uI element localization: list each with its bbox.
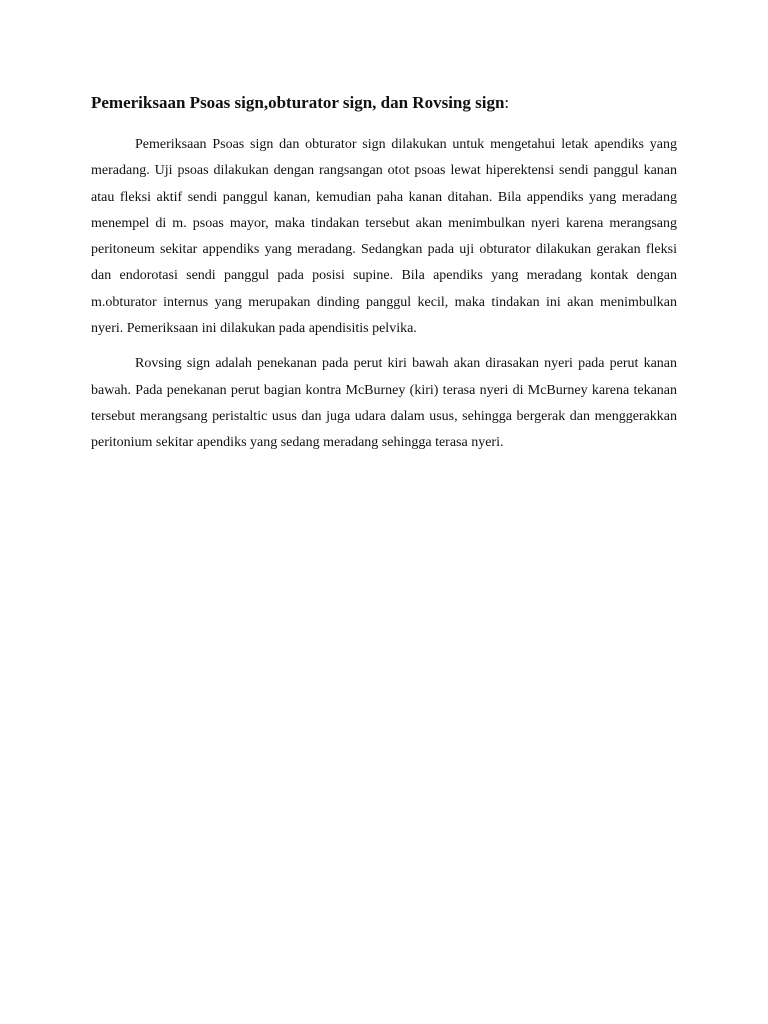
paragraph-rovsing: Rovsing sign adalah penekanan pada perut kiri bawah akan dirasakan nyeri pada perut kanan bawah. Pada penekanan perut bagian kontra McBurney (kiri) terasa nyeri di McBurney karena tekanan tersebut merangsang peristaltic usus dan juga udara dalam usus, sehingga bergerak dan menggerakkan peritonium sekitar apendiks yang sedang meradang sehingga terasa nyeri.	[91, 356, 677, 451]
heading-colon: :	[504, 93, 510, 112]
document-page	[91, 92, 677, 466]
document-heading	[91, 92, 677, 114]
heading-text: Pemeriksaan Psoas sign,obturator sign, dan Rovsing sign	[91, 93, 505, 112]
paragraph-psoas-obturator: Pemeriksaan Psoas sign dan obturator sign dilakukan untuk mengetahui letak apendiks yang meradang. Uji psoas dilakukan dengan rangsangan otot psoas lewat hiperektensi sendi panggul kanan atau fleksi aktif sendi panggul kanan, kemudian paha kanan ditahan. Bila appendiks yang meradang menempel di m. psoas mayor, maka tindakan tersebut akan menimbulkan nyeri karena merangsang peritoneum sekitar appendiks yang meradang. Sedangkan pada uji obturator dilakukan gerakan fleksi dan endorotasi sendi panggul pada posisi supine. Bila apendiks yang meradang kontak dengan m.obturator internus yang merupakan dinding panggul kecil, maka tindakan ini akan menimbulkan nyeri. Pemeriksaan ini dilakukan pada apendisitis pelvika.	[91, 137, 677, 337]
